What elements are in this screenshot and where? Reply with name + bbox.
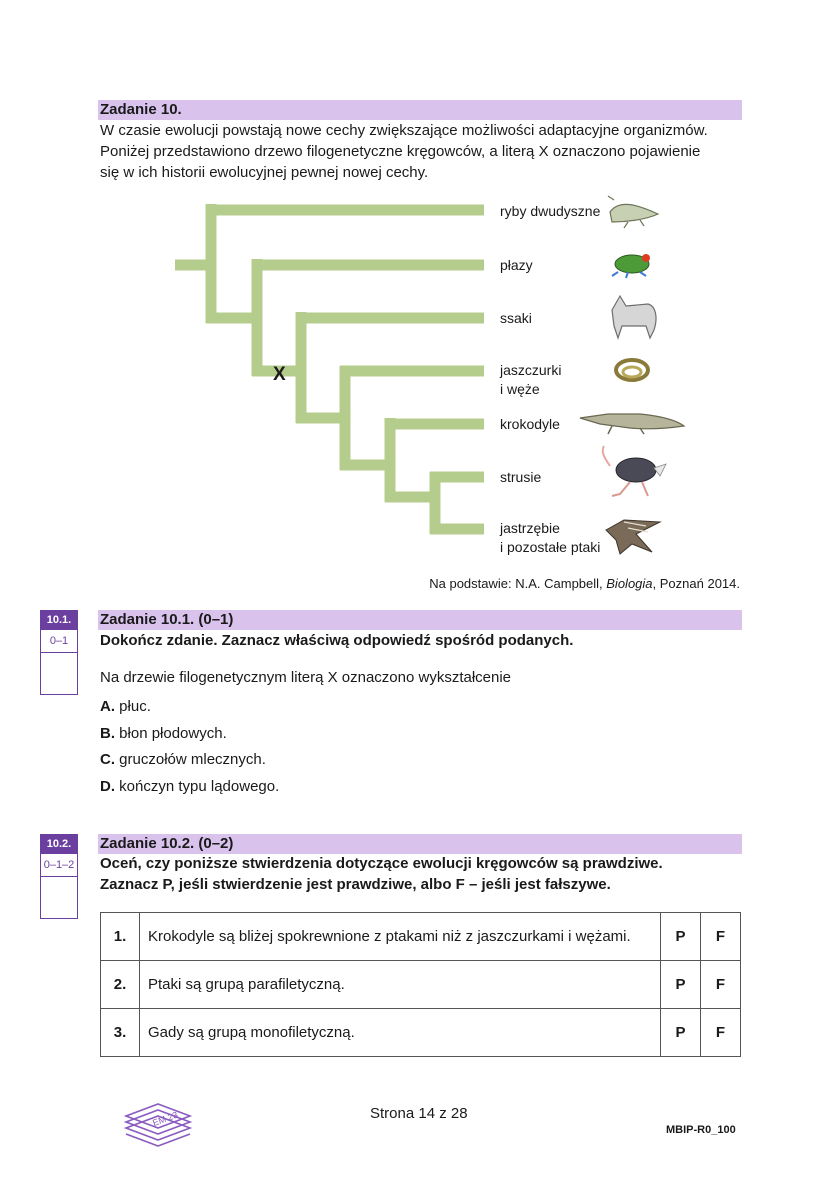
taxon-label: ryby dwudyszne [500, 203, 601, 219]
true-false-table [100, 912, 741, 1057]
option-c[interactable] [100, 749, 266, 770]
taxon-label: ssaki [500, 310, 532, 326]
option-letter: B. [100, 725, 115, 742]
statement-text: Ptaki są grupą parafiletyczną. [140, 961, 661, 1009]
task10-1-title-bar [98, 610, 742, 630]
frog-icon [612, 254, 650, 278]
hawk-icon [606, 520, 660, 554]
instruction-line: Zaznacz P, jeśli stwierdzenie jest prawdziwe, albo F – jeśli jest fałszywe. [100, 876, 611, 893]
task10-2-title: Zadanie 10.2. (0–2) [100, 835, 234, 852]
statement-text: Gady są grupą monofiletyczną. [140, 1009, 661, 1057]
option-letter: A. [100, 698, 115, 715]
option-text: gruczołów mlecznych. [119, 751, 266, 768]
answer-f[interactable]: F [701, 1009, 741, 1057]
option-text: płuc. [119, 698, 151, 715]
intro-line: Poniżej przedstawiono drzewo filogenetyczne kręgowców, a literą X oznaczono pojawienie [100, 143, 701, 160]
answer-p[interactable]: P [661, 1009, 701, 1057]
table-row [101, 961, 741, 1009]
source-title: Biologia [606, 576, 653, 591]
answer-f[interactable]: F [701, 913, 741, 961]
option-letter: D. [100, 778, 115, 795]
option-text: błon płodowych. [119, 725, 227, 742]
option-a[interactable] [100, 696, 151, 717]
taxon-label: płazy [500, 257, 533, 273]
task10-1-instruction: Dokończ zdanie. Zaznacz właściwą odpowiedź spośród podanych. [100, 632, 574, 649]
score-points: 0–1–2 [41, 854, 77, 877]
taxon-label: jastrzębie [500, 520, 560, 536]
table-row [101, 913, 741, 961]
answer-p[interactable]: P [661, 961, 701, 1009]
row-number: 2. [101, 961, 140, 1009]
taxon-label: i pozostałe ptaki [500, 539, 601, 555]
source-citation [429, 576, 740, 591]
score-number: 10.1. [41, 611, 77, 630]
source-suffix: , Poznań 2014. [652, 576, 740, 591]
score-points: 0–1 [41, 630, 77, 653]
score-field[interactable] [41, 653, 77, 694]
answer-p[interactable]: P [661, 913, 701, 961]
task10-2-instruction [100, 853, 780, 895]
page-number: Strona 14 z 28 [370, 1105, 468, 1122]
instruction-line: Oceń, czy poniższe stwierdzenia dotyczące ewolucji kręgowców są prawdziwe. [100, 855, 663, 872]
wolf-icon [612, 296, 656, 338]
task10-title: Zadanie 10. [100, 101, 182, 118]
document-code: MBIP-R0_100 [666, 1124, 736, 1136]
taxon-label: strusie [500, 469, 542, 485]
taxon-label: krokodyle [500, 416, 560, 432]
snake-icon [616, 360, 648, 380]
crocodile-icon [580, 414, 684, 434]
option-text: kończyn typu lądowego. [119, 778, 280, 795]
score-box-10-1 [40, 610, 78, 695]
taxon-label: i węże [500, 381, 540, 397]
tree-x-marker: X [273, 364, 286, 385]
option-b[interactable] [100, 723, 227, 744]
svg-text:EM 23: EM 23 [151, 1109, 180, 1128]
option-d[interactable] [100, 776, 279, 797]
table-row [101, 1009, 741, 1057]
taxon-label: jaszczurki [500, 362, 562, 378]
task10-1-title: Zadanie 10.1. (0–1) [100, 611, 234, 628]
row-number: 1. [101, 913, 140, 961]
task10-1-stem: Na drzewie filogenetycznym literą X oznaczono wykształcenie [100, 669, 512, 686]
task10-2-title-bar [98, 834, 742, 854]
statement-text: Krokodyle są bliżej spokrewnione z ptakami niż z jaszczurkami i wężami. [140, 913, 661, 961]
answer-f[interactable]: F [701, 961, 741, 1009]
source-prefix: Na podstawie: N.A. Campbell, [429, 576, 607, 591]
lungfish-icon [608, 196, 658, 228]
score-number: 10.2. [41, 835, 77, 854]
score-field[interactable] [41, 877, 77, 918]
ostrich-icon [603, 446, 666, 496]
option-letter: C. [100, 751, 115, 768]
cke-logo-icon [122, 1098, 194, 1148]
intro-line: W czasie ewolucji powstają nowe cechy zwiększające możliwości adaptacyjne organizmów. [100, 122, 708, 139]
row-number: 3. [101, 1009, 140, 1057]
score-box-10-2 [40, 834, 78, 919]
intro-line: się w ich historii ewolucyjnej pewnej nowej cechy. [100, 164, 429, 181]
